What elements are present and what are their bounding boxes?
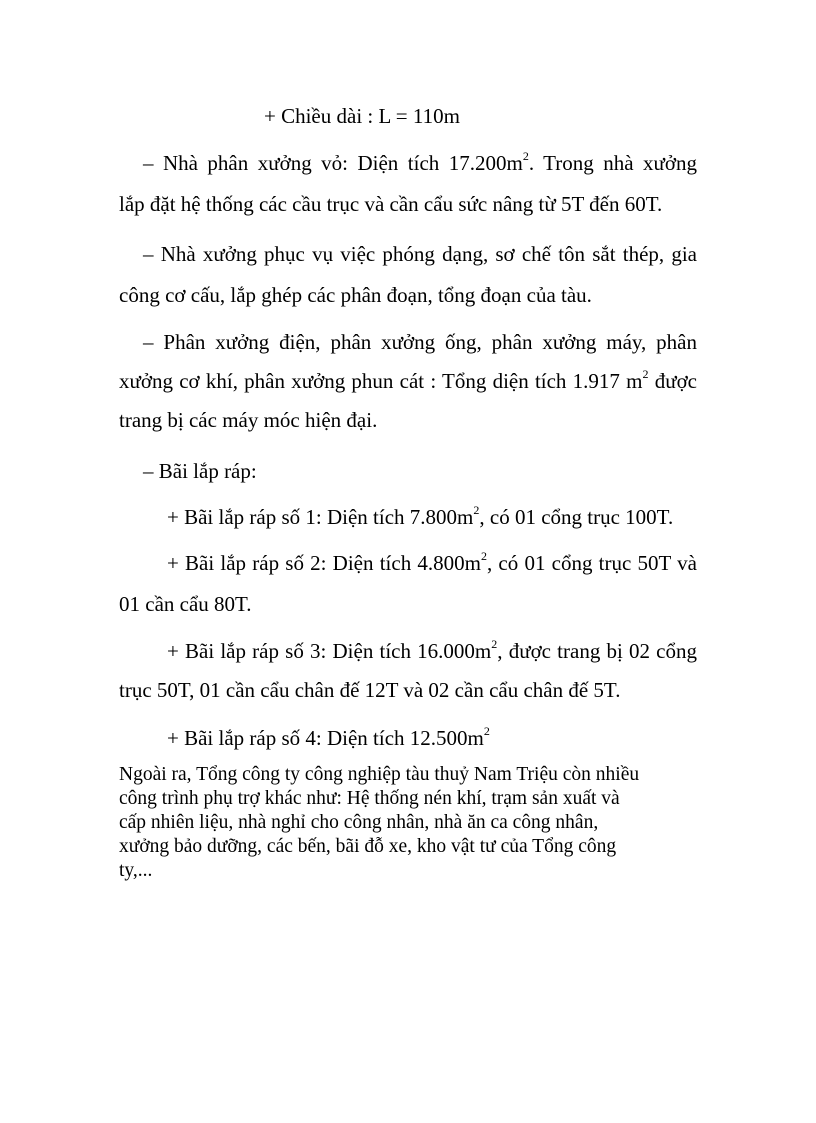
item4-sub4 bbox=[167, 725, 490, 751]
sub3-text-b: , được trang bị 02 cổng bbox=[497, 639, 697, 663]
length-text: + Chiều dài : L = 110m bbox=[264, 104, 460, 128]
item2-text-line2: công cơ cấu, lắp ghép các phân đoạn, tổng đoạn của tàu. bbox=[119, 283, 592, 307]
item1-line1 bbox=[143, 150, 697, 176]
item4-sub1 bbox=[167, 504, 673, 530]
sub1-text-b: , có 01 cổng trục 100T. bbox=[479, 505, 674, 529]
sub3-text-a: + Bãi lắp ráp số 3: Diện tích 16.000m bbox=[167, 639, 492, 663]
note-line5: ty,... bbox=[119, 860, 153, 881]
superscript: 2 bbox=[480, 549, 487, 563]
item4-sub3-line1 bbox=[167, 638, 697, 664]
item2-text-line1: – Nhà xưởng phục vụ việc phóng dạng, sơ chế tôn sắt thép, gia bbox=[143, 242, 697, 266]
note-line2: công trình phụ trợ khác như: Hệ thống nén khí, trạm sản xuất và bbox=[119, 788, 620, 809]
item1-line2 bbox=[119, 191, 662, 217]
item4-sub2-line2 bbox=[119, 591, 252, 617]
item4-heading bbox=[143, 458, 257, 484]
item4-sub3-line2 bbox=[119, 677, 620, 703]
note-line3: cấp nhiên liệu, nhà nghỉ cho công nhân, nhà ăn ca công nhân, bbox=[119, 812, 599, 833]
item4-sub2-line1 bbox=[167, 550, 697, 576]
item3-text-line3: trang bị các máy móc hiện đại. bbox=[119, 408, 378, 432]
sub4-text-a: + Bãi lắp ráp số 4: Diện tích 12.500m bbox=[167, 726, 484, 750]
item1-text-line2: lắp đặt hệ thống các cầu trục và cần cẩu sức nâng từ 5T đến 60T. bbox=[119, 192, 663, 216]
item2-line2 bbox=[119, 282, 592, 308]
item3-line2 bbox=[119, 368, 697, 394]
sub1-text-a: + Bãi lắp ráp số 1: Diện tích 7.800m bbox=[167, 505, 474, 529]
item4-heading-text: – Bãi lắp ráp: bbox=[143, 459, 257, 483]
item3-text-a: xưởng cơ khí, phân xưởng phun cát : Tổng diện tích 1.917 m bbox=[119, 369, 643, 393]
superscript: 2 bbox=[473, 503, 480, 517]
item1-text-b: . Trong nhà xưởng bbox=[528, 151, 697, 175]
sub2-text-b: , có 01 cổng trục 50T và bbox=[486, 551, 697, 575]
superscript: 2 bbox=[522, 149, 529, 163]
note-line4: xưởng bảo dưỡng, các bến, bãi đỗ xe, kho vật tư của Tổng công bbox=[119, 836, 617, 857]
item3-text-line1: – Phân xưởng điện, phân xưởng ống, phân xưởng máy, phân bbox=[143, 330, 697, 354]
item1-text-a: – Nhà phân xưởng vỏ: Diện tích 17.200m bbox=[143, 151, 523, 175]
superscript: 2 bbox=[491, 637, 498, 651]
item3-line1 bbox=[143, 329, 697, 355]
note-line1: Ngoài ra, Tổng công ty công nghiệp tàu thuỷ Nam Triệu còn nhiều bbox=[119, 764, 640, 785]
closing-paragraph bbox=[119, 763, 719, 883]
item2-line1 bbox=[143, 241, 697, 267]
length-line bbox=[264, 103, 460, 129]
superscript: 2 bbox=[483, 724, 490, 738]
item3-line3 bbox=[119, 407, 377, 433]
sub2-text-a: + Bãi lắp ráp số 2: Diện tích 4.800m bbox=[167, 551, 481, 575]
superscript: 2 bbox=[642, 367, 649, 381]
sub2-text-line2: 01 cần cẩu 80T. bbox=[119, 592, 252, 616]
item3-text-b: được bbox=[648, 369, 697, 393]
sub3-text-line2: trục 50T, 01 cần cẩu chân đế 12T và 02 cần cẩu chân đế 5T. bbox=[119, 678, 621, 702]
